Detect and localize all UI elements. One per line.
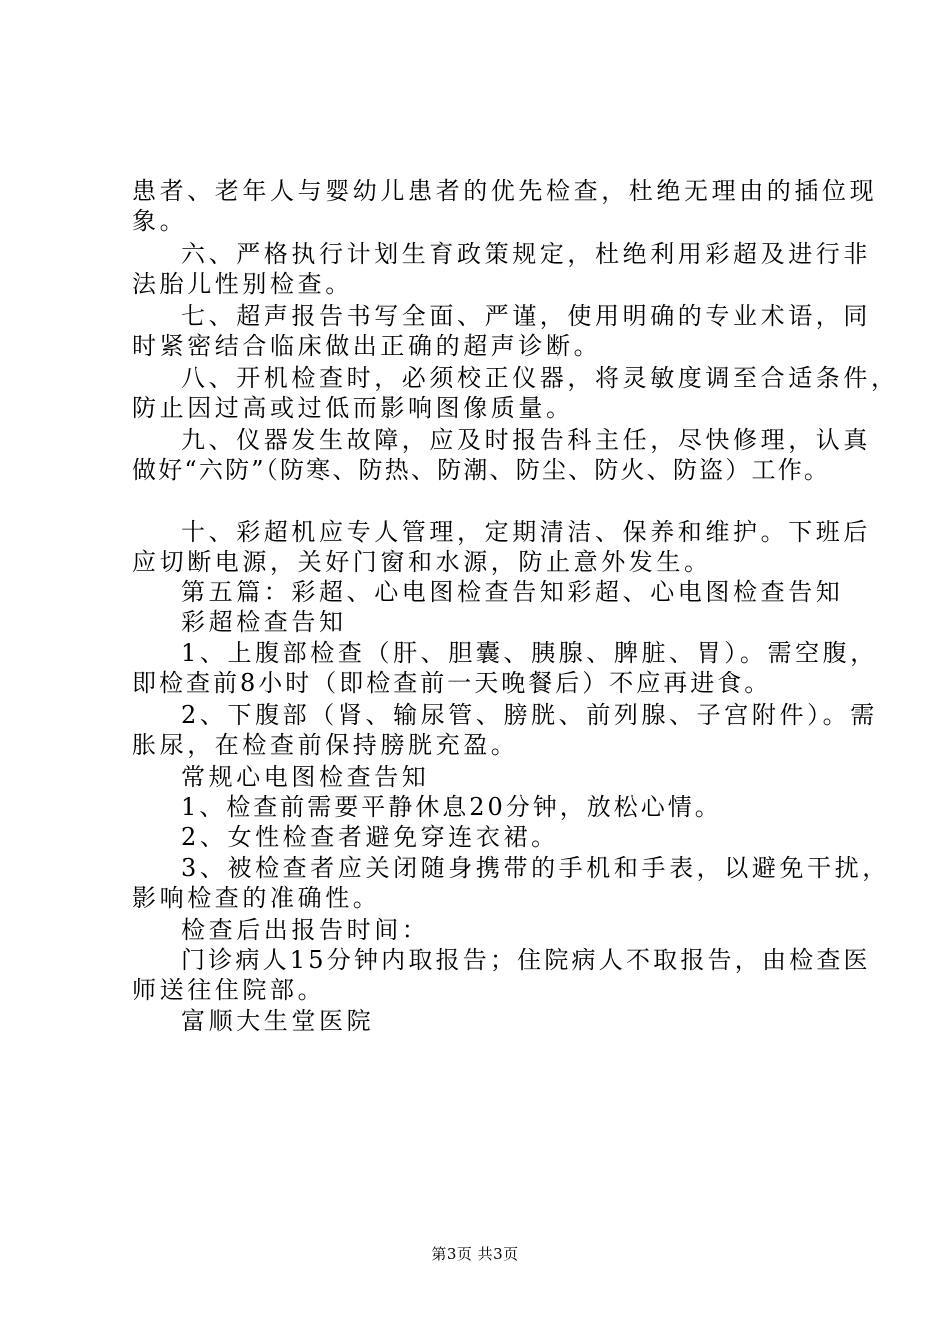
text-line: 2、下腹部（肾、输尿管、膀胱、前列腺、子宫附件）。需 [181, 701, 878, 729]
text-line: 3、被检查者应关闭随身携带的手机和手表，以避免干扰， [181, 854, 890, 882]
text-line: 应切断电源，关好门窗和水源，防止意外发生。 [132, 548, 712, 576]
subsection-heading: 彩超检查告知 [181, 608, 347, 636]
text-line: 做好“六防”（防寒、防热、防潮、防尘、防火、防盗）工作。 [132, 456, 831, 484]
text-line: 九、仪器发生故障，应及时报告科主任，尽快修理，认真 [181, 426, 871, 454]
text-line: 1、上腹部检查（肝、胆囊、胰腺、脾脏、胃）。需空腹， [181, 639, 878, 667]
text-line: 师送往住院部。 [132, 976, 326, 1004]
text-line: 患者、老年人与婴幼儿患者的优先检查，杜绝无理由的插位现 [132, 177, 878, 205]
text-line: 2、女性检查者避免穿连衣裙。 [181, 823, 559, 851]
subsection-heading: 常规心电图检查告知 [181, 763, 430, 791]
section-heading: 第五篇：彩超、心电图检查告知彩超、心电图检查告知 [181, 578, 844, 606]
text-line: 八、开机检查时，必须校正仪器，将灵敏度调至合适条件， [181, 364, 899, 392]
text-line: 法胎儿性别检查。 [132, 270, 353, 298]
text-line: 六、严格执行计划生育政策规定，杜绝利用彩超及进行非 [181, 240, 871, 268]
text-line: 十、彩超机应专人管理，定期清洁、保养和维护。下班后 [181, 518, 871, 546]
text-line: 胀尿，在检查前保持膀胱充盈。 [132, 731, 519, 759]
text-line: 即检查前8小时（即检查前一天晚餐后）不应再进食。 [132, 669, 772, 697]
text-line: 门诊病人15分钟内取报告；住院病人不取报告，由检查医 [181, 946, 871, 974]
subsection-heading: 检查后出报告时间： [181, 916, 430, 944]
text-line: 影响检查的准确性。 [132, 884, 381, 912]
text-line: 七、超声报告书写全面、严谨，使用明确的专业术语，同 [181, 302, 871, 330]
text-line: 防止因过高或过低而影响图像质量。 [132, 394, 574, 422]
text-line: 1、检查前需要平静休息20分钟，放松心情。 [181, 793, 722, 821]
page-number: 第3页 共3页 [431, 1245, 519, 1263]
text-line: 象。 [132, 207, 188, 235]
signature-line: 富顺大生堂医院 [181, 1007, 375, 1035]
text-line: 时紧密结合临床做出正确的超声诊断。 [132, 332, 602, 360]
